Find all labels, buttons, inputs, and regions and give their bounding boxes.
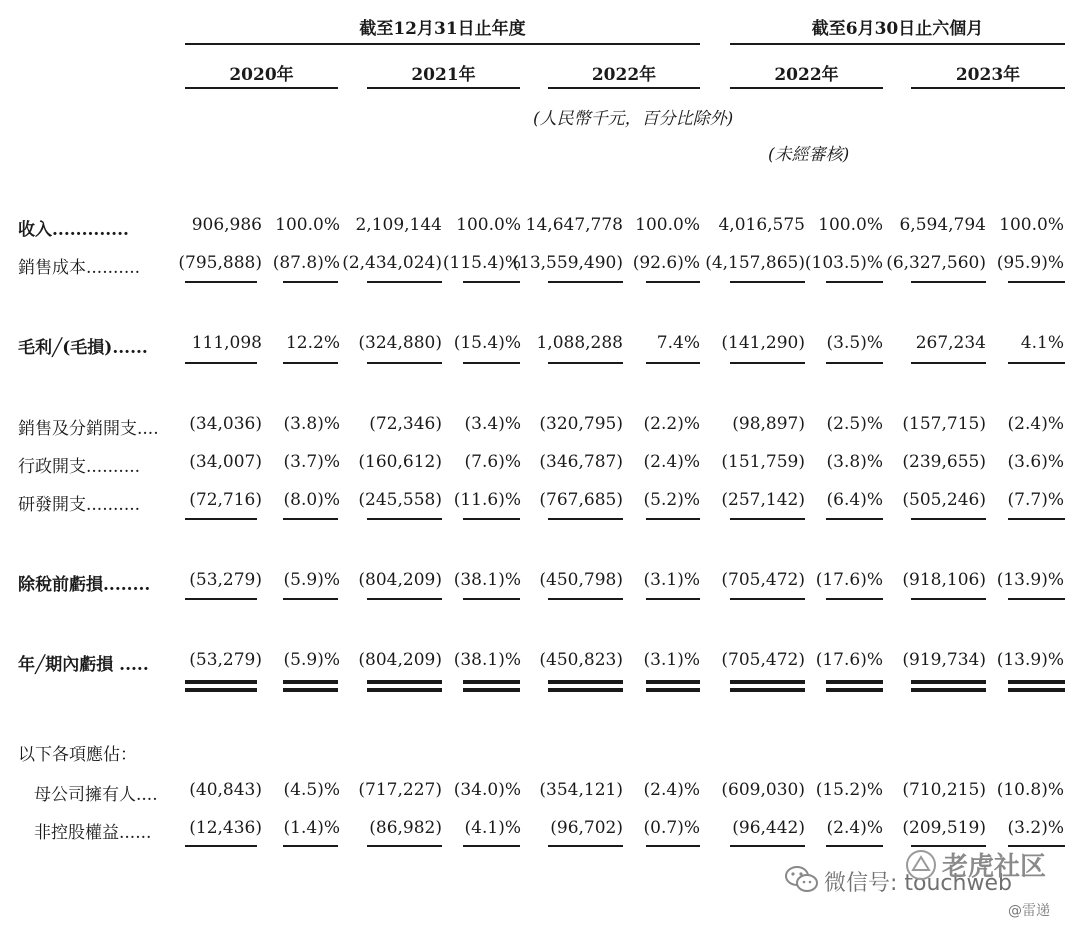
subtotal-rule <box>185 598 257 600</box>
cell-percent: (15.2)% <box>815 780 883 800</box>
cell-percent: (2.4)% <box>643 452 700 472</box>
cell-amount: (324,880) <box>358 333 442 353</box>
cell-amount: (40,843) <box>189 780 262 800</box>
subtotal-rule <box>283 518 338 520</box>
unit-note: (人民幣千元，百分比除外) <box>533 109 734 129</box>
cell-amount: (804,209) <box>358 570 442 590</box>
cell-percent: (3.4)% <box>464 414 521 434</box>
cell-percent: (2.4)% <box>643 780 700 800</box>
subtotal-rule <box>367 362 442 364</box>
cell-amount: (98,897) <box>732 414 805 434</box>
subtotal-rule <box>911 518 986 520</box>
subtotal-rule <box>283 281 338 283</box>
cell-percent: (15.4)% <box>453 333 521 353</box>
subtotal-rule <box>283 362 338 364</box>
total-double-rule <box>367 680 442 692</box>
cell-amount: (72,716) <box>189 490 262 510</box>
cell-percent: (3.2)% <box>1007 818 1064 838</box>
row-label-admin-expenses: 行政開支.......... <box>18 457 141 477</box>
row-label-loss-for-period: 年╱期內虧損 ..... <box>18 655 149 675</box>
subtotal-rule <box>1008 598 1065 600</box>
cell-amount: 6,594,794 <box>899 215 986 235</box>
total-double-rule <box>730 680 805 692</box>
cell-amount: (346,787) <box>539 452 623 472</box>
subtotal-rule <box>826 845 883 847</box>
subtotal-rule <box>185 281 257 283</box>
subtotal-rule <box>826 281 883 283</box>
cell-amount: (53,279) <box>189 570 262 590</box>
subtotal-rule <box>463 518 520 520</box>
cell-amount: (209,519) <box>902 818 986 838</box>
cell-amount: (505,246) <box>902 490 986 510</box>
cell-amount: (13,559,490) <box>512 253 623 273</box>
row-label-rd-expenses: 研發開支.......... <box>18 495 141 515</box>
total-double-rule <box>646 680 700 692</box>
subtotal-rule <box>548 598 623 600</box>
rule-year <box>367 87 520 89</box>
rule-group-annual <box>185 43 700 45</box>
cell-amount: (919,734) <box>902 650 986 670</box>
cell-percent: (10.8)% <box>996 780 1064 800</box>
cell-percent: 100.0% <box>999 215 1064 235</box>
cell-amount: 4,016,575 <box>718 215 805 235</box>
wechat-icon <box>784 864 820 894</box>
subtotal-rule <box>911 362 986 364</box>
cell-amount: (795,888) <box>178 253 262 273</box>
cell-percent: (7.6)% <box>464 452 521 472</box>
cell-percent: (6.4)% <box>826 490 883 510</box>
cell-percent: 4.1% <box>1020 333 1064 353</box>
cell-amount: 111,098 <box>191 333 262 353</box>
subtotal-rule <box>730 845 805 847</box>
cell-percent: (17.6)% <box>815 650 883 670</box>
total-double-rule <box>185 680 257 692</box>
cell-amount: (767,685) <box>539 490 623 510</box>
cell-amount: (151,759) <box>721 452 805 472</box>
year-header-2020: 2020年 <box>229 65 294 85</box>
row-label-parent-owners: 母公司擁有人.... <box>34 785 158 805</box>
cell-amount: 1,088,288 <box>536 333 623 353</box>
rule-year <box>548 87 700 89</box>
subtotal-rule <box>911 598 986 600</box>
rule-year <box>730 87 883 89</box>
group-header-annual: 截至12月31日止年度 <box>359 19 526 39</box>
cell-percent: (38.1)% <box>453 570 521 590</box>
cell-percent: (0.7)% <box>643 818 700 838</box>
unaudited-note: (未經審核) <box>768 145 850 165</box>
subtotal-rule <box>283 845 338 847</box>
cell-amount: (450,823) <box>539 650 623 670</box>
cell-amount: (717,227) <box>358 780 442 800</box>
cell-amount: (918,106) <box>902 570 986 590</box>
cell-amount: (141,290) <box>721 333 805 353</box>
cell-amount: (239,655) <box>902 452 986 472</box>
row-label-selling-expenses: 銷售及分銷開支.... <box>18 419 159 439</box>
cell-amount: (6,327,560) <box>886 253 986 273</box>
row-label-loss-before-tax: 除稅前虧損........ <box>18 575 151 595</box>
subtotal-rule <box>463 362 520 364</box>
subtotal-rule <box>463 845 520 847</box>
cell-percent: 12.2% <box>285 333 340 353</box>
subtotal-rule <box>646 281 700 283</box>
cell-percent: (13.9)% <box>996 650 1064 670</box>
subtotal-rule <box>367 845 442 847</box>
subtotal-rule <box>646 518 700 520</box>
cell-amount: (86,982) <box>369 818 442 838</box>
row-label-gross-profit: 毛利╱(毛損)...... <box>18 338 148 358</box>
cell-amount: (34,007) <box>189 452 262 472</box>
subtotal-rule <box>1008 281 1065 283</box>
year-header-2023-h1: 2023年 <box>955 65 1021 85</box>
cell-percent: (5.2)% <box>643 490 700 510</box>
cell-percent: (1.4)% <box>283 818 340 838</box>
cell-amount: (354,121) <box>539 780 623 800</box>
cell-amount: (72,346) <box>369 414 442 434</box>
cell-percent: (3.1)% <box>643 650 700 670</box>
cell-percent: (5.9)% <box>283 650 340 670</box>
cell-percent: (3.8)% <box>283 414 340 434</box>
total-double-rule <box>911 680 986 692</box>
subtotal-rule <box>283 598 338 600</box>
cell-percent: (8.0)% <box>283 490 340 510</box>
subtotal-rule <box>548 362 623 364</box>
subtotal-rule <box>548 281 623 283</box>
cell-amount: (53,279) <box>189 650 262 670</box>
cell-percent: (13.9)% <box>996 570 1064 590</box>
total-double-rule <box>826 680 883 692</box>
cell-amount: (4,157,865) <box>705 253 805 273</box>
cell-percent: 100.0% <box>635 215 700 235</box>
subtotal-rule <box>826 362 883 364</box>
year-header-2022-h1: 2022年 <box>774 65 839 85</box>
cell-percent: 100.0% <box>456 215 521 235</box>
subtotal-rule <box>367 281 442 283</box>
cell-amount: (34,036) <box>189 414 262 434</box>
subtotal-rule <box>548 518 623 520</box>
total-double-rule <box>283 680 338 692</box>
subtotal-rule <box>185 518 257 520</box>
subtotal-rule <box>730 281 805 283</box>
cell-percent: (3.7)% <box>283 452 340 472</box>
cell-amount: (257,142) <box>721 490 805 510</box>
cell-percent: (11.6)% <box>453 490 521 510</box>
row-label-cost-of-sales: 銷售成本.......... <box>18 258 141 278</box>
cell-amount: (12,436) <box>189 818 262 838</box>
subtotal-rule <box>646 598 700 600</box>
watermark-handle: @雷递 <box>1008 903 1050 919</box>
subtotal-rule <box>463 281 520 283</box>
cell-percent: (115.4)% <box>442 253 521 273</box>
subtotal-rule <box>367 598 442 600</box>
cell-percent: (3.5)% <box>826 333 883 353</box>
cell-amount: 14,647,778 <box>525 215 623 235</box>
subtotal-rule <box>826 598 883 600</box>
subtotal-rule <box>185 845 257 847</box>
total-double-rule <box>1008 680 1065 692</box>
cell-amount: (96,442) <box>732 818 805 838</box>
cell-percent: 100.0% <box>275 215 340 235</box>
group-header-six-months: 截至6月30日止六個月 <box>811 19 984 39</box>
cell-amount: 906,986 <box>191 215 262 235</box>
cell-amount: (320,795) <box>539 414 623 434</box>
subtotal-rule <box>548 845 623 847</box>
row-label-attributable-to: 以下各項應佔： <box>18 745 137 765</box>
cell-percent: (92.6)% <box>632 253 700 273</box>
cell-amount: (705,472) <box>721 570 805 590</box>
cell-amount: (705,472) <box>721 650 805 670</box>
rule-year <box>185 87 338 89</box>
subtotal-rule <box>730 518 805 520</box>
watermark-wechat-id: 微信号: touchweb <box>824 871 1012 896</box>
subtotal-rule <box>367 518 442 520</box>
subtotal-rule <box>826 518 883 520</box>
cell-percent: (3.8)% <box>826 452 883 472</box>
cell-percent: (4.1)% <box>464 818 521 838</box>
subtotal-rule <box>911 281 986 283</box>
subtotal-rule <box>730 598 805 600</box>
rule-year <box>911 87 1065 89</box>
cell-amount: (710,215) <box>902 780 986 800</box>
tiger-logo-icon <box>904 848 938 882</box>
rule-group-six-months <box>730 43 1065 45</box>
cell-percent: (2.2)% <box>643 414 700 434</box>
subtotal-rule <box>185 362 257 364</box>
cell-amount: (450,798) <box>539 570 623 590</box>
cell-percent: (2.4)% <box>1007 414 1064 434</box>
subtotal-rule <box>463 598 520 600</box>
cell-percent: (38.1)% <box>453 650 521 670</box>
row-label-revenue: 收入............. <box>18 220 129 240</box>
cell-amount: (157,715) <box>902 414 986 434</box>
total-double-rule <box>548 680 623 692</box>
cell-percent: (4.5)% <box>283 780 340 800</box>
cell-amount: 267,234 <box>915 333 986 353</box>
cell-amount: (245,558) <box>358 490 442 510</box>
cell-amount: (96,702) <box>550 818 623 838</box>
cell-percent: 100.0% <box>818 215 883 235</box>
cell-amount: (804,209) <box>358 650 442 670</box>
watermark-brand: 老虎社区 <box>942 852 1047 882</box>
subtotal-rule <box>1008 362 1065 364</box>
total-double-rule <box>463 680 520 692</box>
year-header-2021: 2021年 <box>411 65 476 85</box>
cell-amount: (609,030) <box>721 780 805 800</box>
cell-percent: (5.9)% <box>283 570 340 590</box>
cell-percent: (17.6)% <box>815 570 883 590</box>
cell-percent: (87.8)% <box>272 253 340 273</box>
row-label-non-controlling: 非控股權益...... <box>34 823 152 843</box>
cell-percent: (95.9)% <box>996 253 1064 273</box>
subtotal-rule <box>1008 518 1065 520</box>
subtotal-rule <box>646 845 700 847</box>
cell-percent: (34.0)% <box>453 780 521 800</box>
cell-percent: (103.5)% <box>804 253 883 273</box>
year-header-2022: 2022年 <box>591 65 657 85</box>
cell-percent: (3.6)% <box>1007 452 1064 472</box>
cell-percent: 7.4% <box>656 333 700 353</box>
cell-percent: (2.4)% <box>826 818 883 838</box>
subtotal-rule <box>646 362 700 364</box>
cell-percent: (7.7)% <box>1007 490 1064 510</box>
cell-amount: (160,612) <box>358 452 442 472</box>
cell-percent: (3.1)% <box>643 570 700 590</box>
cell-amount: (2,434,024) <box>342 253 442 273</box>
cell-percent: (2.5)% <box>826 414 883 434</box>
cell-amount: 2,109,144 <box>355 215 442 235</box>
subtotal-rule <box>730 362 805 364</box>
